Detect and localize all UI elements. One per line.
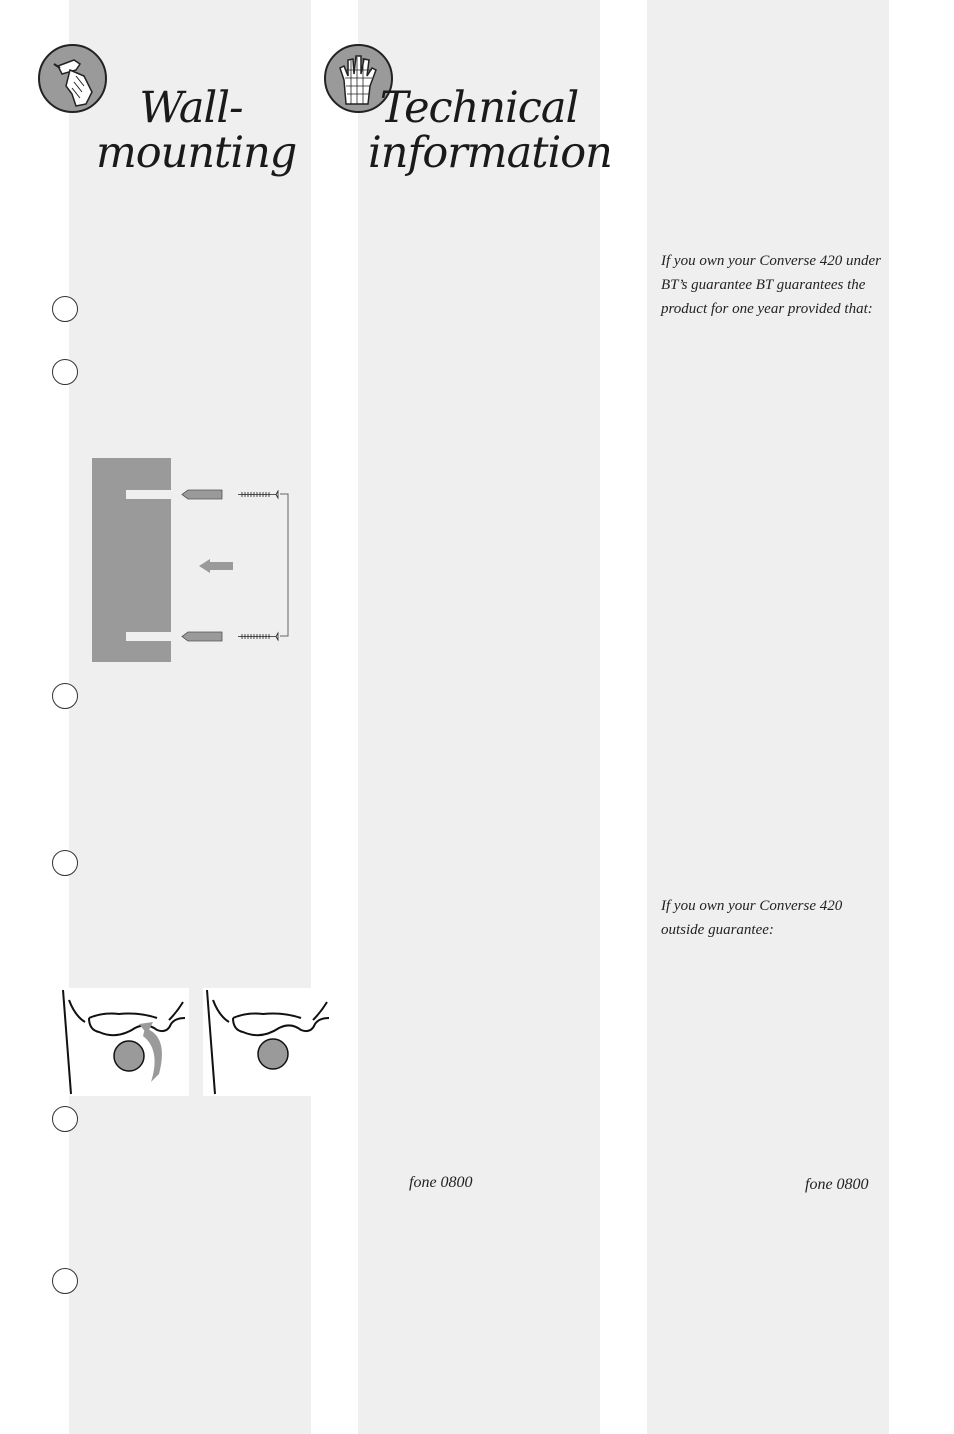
lower-wall-plug [182, 632, 222, 641]
step-marker-4 [52, 850, 78, 876]
upper-wall-plug [182, 490, 222, 499]
step-marker-2 [52, 359, 78, 385]
wall-mounting-heading [96, 82, 297, 178]
fone-number-guarantee: fone 0800 [805, 1176, 869, 1193]
technical-information-heading [368, 82, 612, 178]
step-marker-1 [52, 296, 78, 322]
wall-section [92, 458, 171, 662]
direction-arrow [199, 559, 233, 573]
lower-screw [238, 633, 278, 640]
upper-drill-hole [126, 490, 171, 499]
wall-mounting-column [69, 0, 311, 1434]
screw-head-right [258, 1039, 288, 1069]
heading-line-1: Wall- [139, 82, 243, 133]
bracket-hooking-diagram [59, 988, 333, 1096]
guarantee-note-outside-guarantee: If you own your Converse 420 outside guarantee: [661, 898, 843, 938]
heading-line-2: information [368, 127, 612, 178]
heading-line-2: mounting [96, 127, 297, 178]
lower-drill-hole [126, 632, 171, 641]
heading-line-1: Technical [379, 82, 579, 133]
step-marker-3 [52, 683, 78, 709]
fone-number-technical: fone 0800 [409, 1174, 473, 1191]
wall-fixing-diagram [92, 458, 292, 664]
upper-screw [238, 491, 278, 498]
guarantee-note-in-guarantee: If you own your Converse 420 under BT’s guarantee BT guarantees the product for one year provided that: [661, 253, 881, 317]
technical-information-column [358, 0, 612, 1434]
guarantee-column [647, 0, 889, 1434]
step-marker-5 [52, 1106, 78, 1132]
screw-spacing-bracket [280, 494, 288, 636]
screw-head-left [114, 1041, 144, 1071]
step-marker-6 [52, 1268, 78, 1294]
